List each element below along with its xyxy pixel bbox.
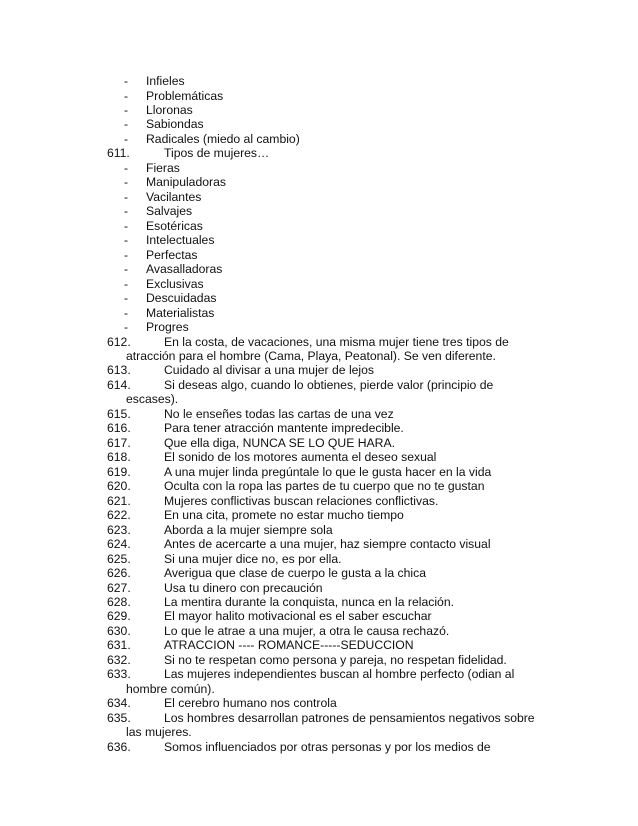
bullet-item — [0, 175, 638, 189]
item-text: Lo que le atrae a una mujer, a otra le causa rechazó. — [164, 623, 450, 638]
item-text: El mayor halito motivacional es el saber escuchar — [164, 609, 432, 624]
numbered-item — [0, 537, 638, 551]
numbered-item — [0, 696, 638, 710]
bullet-text: Sabiondas — [146, 117, 204, 132]
numbered-item — [0, 581, 638, 595]
bullet-item — [0, 74, 638, 88]
bullet-dash: - — [124, 189, 129, 204]
bullet-item — [0, 132, 638, 146]
item-number: 611. — [107, 146, 130, 161]
bullet-text: Vacilantes — [146, 189, 202, 204]
item-number: 634. — [107, 696, 131, 711]
bullet-item — [0, 117, 638, 131]
item-text: Los hombres desarrollan patrones de pensamientos negativos sobre — [164, 710, 535, 725]
numbered-item — [0, 450, 638, 464]
item-number: 612. — [107, 334, 131, 349]
item-number: 629. — [107, 609, 131, 624]
bullet-dash: - — [124, 218, 129, 233]
item-text: Para tener atracción mantente impredecible. — [164, 421, 404, 436]
item-text: Si una mujer dice no, es por ella. — [164, 551, 342, 566]
item-number: 615. — [107, 406, 131, 421]
item-text: Cuidado al divisar a una mujer de lejos — [164, 363, 375, 378]
bullet-text: Radicales (miedo al cambio) — [146, 131, 300, 146]
item-text: Usa tu dinero con precaución — [164, 580, 323, 595]
item-text: Oculta con la ropa las partes de tu cuerpo que no te gustan — [164, 479, 485, 494]
bullet-dash: - — [124, 117, 129, 132]
item-text: ATRACCION ---- ROMANCE-----SEDUCCION — [164, 638, 414, 653]
item-text: Si no te respetan como persona y pareja, no respetan fidelidad. — [164, 652, 507, 667]
item-continuation — [0, 682, 638, 696]
item-text: Antes de acercarte a una mujer, haz siempre contacto visual — [164, 537, 491, 551]
item-text: El sonido de los motores aumenta el deseo sexual — [164, 450, 437, 465]
item-number: 613. — [107, 363, 131, 378]
item-number: 624. — [107, 537, 131, 551]
numbered-item — [0, 667, 638, 681]
item-number: 628. — [107, 594, 131, 609]
bullet-item — [0, 306, 638, 320]
bullet-item — [0, 161, 638, 175]
bullet-dash: - — [124, 88, 129, 103]
item-number: 633. — [107, 667, 131, 682]
bullet-text: Infieles — [146, 74, 185, 88]
numbered-item — [0, 624, 638, 638]
numbered-item — [0, 465, 638, 479]
numbered-item — [0, 711, 638, 725]
bullet-text: Esotéricas — [146, 218, 203, 233]
item-text: Aborda a la mujer siempre sola — [164, 522, 333, 537]
item-number: 632. — [107, 652, 131, 667]
bullet-item — [0, 219, 638, 233]
item-number: 636. — [107, 739, 131, 754]
bullet-dash: - — [124, 131, 129, 146]
item-text: A una mujer linda pregúntale lo que le gusta hacer en la vida — [164, 464, 492, 479]
item-number: 627. — [107, 580, 131, 595]
bullet-dash: - — [124, 233, 129, 248]
numbered-item — [0, 566, 638, 580]
item-text: Si deseas algo, cuando lo obtienes, pierde valor (principio de — [164, 377, 494, 392]
item-number: 614. — [107, 377, 131, 392]
item-text: Somos influenciados por otras personas y por los medios de — [164, 739, 491, 754]
bullet-item — [0, 291, 638, 305]
item-number: 620. — [107, 479, 131, 494]
bullet-dash: - — [124, 305, 129, 320]
numbered-item — [0, 363, 638, 377]
bullet-item — [0, 204, 638, 218]
item-text: Mujeres conflictivas buscan relaciones conflictivas. — [164, 493, 439, 508]
item-number: 625. — [107, 551, 131, 566]
item-number: 622. — [107, 508, 131, 523]
item-number: 623. — [107, 522, 131, 537]
item-text: Averigua que clase de cuerpo le gusta a la chica — [164, 566, 426, 580]
bullet-text: Perfectas — [146, 247, 198, 262]
bullet-text: Progres — [146, 320, 189, 334]
item-number: 626. — [107, 566, 131, 580]
bullet-text: Manipuladoras — [146, 175, 226, 190]
item-text: En la costa, de vacaciones, una misma mujer tiene tres tipos de — [164, 334, 509, 349]
numbered-item — [0, 335, 638, 349]
item-text-continued: las mujeres. — [126, 725, 192, 740]
item-text: Las mujeres independientes buscan al hombre perfecto (odian al — [164, 667, 515, 682]
numbered-item — [0, 494, 638, 508]
item-number: 630. — [107, 623, 131, 638]
numbered-item — [0, 146, 638, 160]
bullet-dash: - — [124, 204, 129, 219]
bullet-text: Exclusivas — [146, 276, 204, 291]
bullet-item — [0, 233, 638, 247]
bullet-text: Fieras — [146, 160, 180, 175]
item-text: El cerebro humano nos controla — [164, 696, 337, 711]
numbered-item — [0, 479, 638, 493]
bullet-text: Avasalladoras — [146, 262, 223, 277]
numbered-item — [0, 421, 638, 435]
bullet-item — [0, 248, 638, 262]
item-text: No le enseñes todas las cartas de una vez — [164, 406, 394, 421]
bullet-item — [0, 103, 638, 117]
bullet-item — [0, 320, 638, 334]
numbered-item — [0, 740, 638, 754]
item-number: 621. — [107, 493, 131, 508]
item-continuation — [0, 349, 638, 363]
bullet-dash: - — [124, 291, 129, 306]
item-text-continued: escases). — [126, 392, 179, 407]
bullet-item — [0, 277, 638, 291]
bullet-item — [0, 89, 638, 103]
item-text: En una cita, promete no estar mucho tiempo — [164, 508, 404, 523]
bullet-item — [0, 190, 638, 204]
item-number: 631. — [107, 638, 131, 653]
numbered-item — [0, 552, 638, 566]
bullet-dash: - — [124, 74, 129, 88]
bullet-text: Intelectuales — [146, 233, 215, 248]
bullet-dash: - — [124, 160, 129, 175]
bullet-text: Materialistas — [146, 305, 215, 320]
numbered-item — [0, 508, 638, 522]
item-text: Tipos de mujeres… — [164, 146, 270, 161]
item-number: 618. — [107, 450, 131, 465]
numbered-item — [0, 595, 638, 609]
item-text-continued: atracción para el hombre (Cama, Playa, Peatonal). Se ven diferente. — [126, 348, 496, 363]
numbered-item — [0, 523, 638, 537]
bullet-text: Descuidadas — [146, 291, 217, 306]
item-text-continued: hombre común). — [126, 681, 215, 696]
bullet-dash: - — [124, 320, 129, 334]
bullet-item — [0, 262, 638, 276]
numbered-item — [0, 436, 638, 450]
bullet-text: Problemáticas — [146, 88, 224, 103]
item-number: 635. — [107, 710, 131, 725]
item-text: La mentira durante la conquista, nunca en la relación. — [164, 594, 454, 609]
item-number: 617. — [107, 435, 131, 450]
numbered-item — [0, 638, 638, 652]
numbered-item — [0, 378, 638, 392]
bullet-dash: - — [124, 276, 129, 291]
numbered-item — [0, 407, 638, 421]
bullet-dash: - — [124, 247, 129, 262]
bullet-text: Salvajes — [146, 204, 193, 219]
item-number: 616. — [107, 421, 131, 436]
bullet-text: Lloronas — [146, 102, 193, 117]
bullet-dash: - — [124, 262, 129, 277]
item-continuation — [0, 392, 638, 406]
bullet-dash: - — [124, 175, 129, 190]
item-continuation — [0, 725, 638, 739]
numbered-item — [0, 653, 638, 667]
bullet-dash: - — [124, 102, 129, 117]
numbered-item — [0, 609, 638, 623]
item-text: Que ella diga, NUNCA SE LO QUE HARA. — [164, 435, 395, 450]
item-number: 619. — [107, 464, 131, 479]
